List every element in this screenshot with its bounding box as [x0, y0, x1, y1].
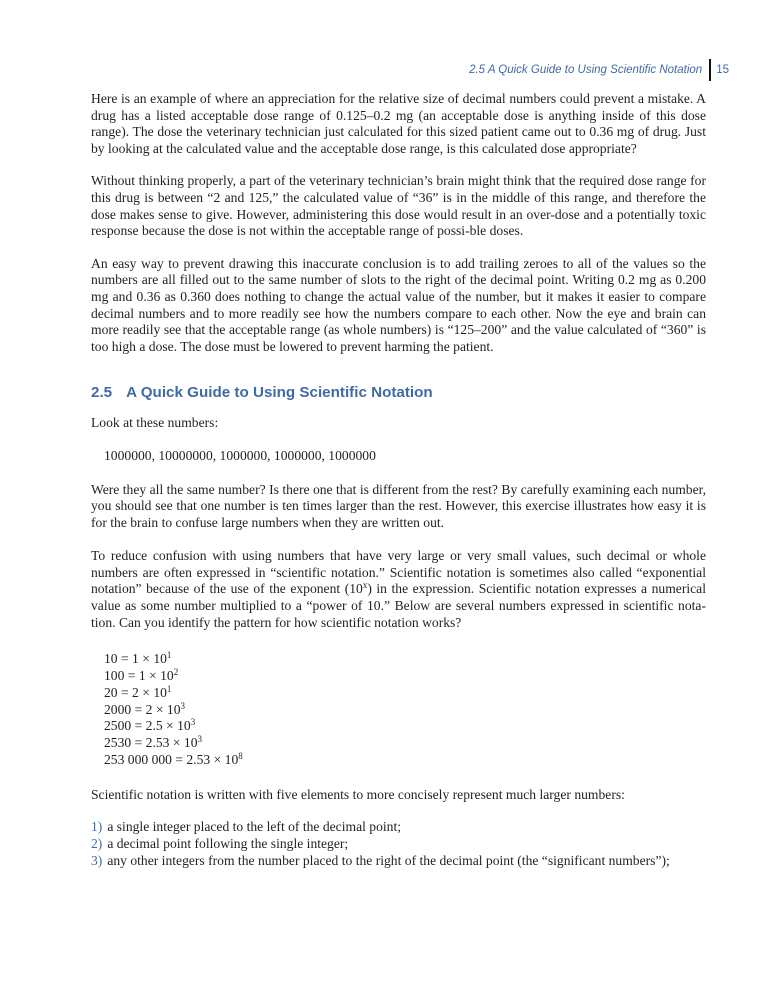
- equation-line: $100 = 1 \times 10^2$: [104, 667, 179, 684]
- equation-line: $20 = 2 \times 10^1$: [104, 683, 172, 700]
- paragraph-spacer: [91, 531, 706, 548]
- confusion-text-start: To reduce confusion with using numbers that have very large or very small values, such decimal or whole numbers are often expressed in “scientific notation.” Scientific notation is sometimes also called “exponential notation” because of the use of the exponent (10: [91, 548, 706, 597]
- paragraph-same-number: Were they all the same number? Is there one that is different from the rest? By carefully examining each number, you should see that one number is ten times larger than the rest. However, this exercise illustrates how easy it is for the brain to confuse large numbers when they are written out.: [91, 481, 706, 530]
- running-head-title: 2.5 A Quick Guide to Using Scientific Notation: [469, 64, 703, 76]
- confusion-text-end: ) in the expression. Scientific notation expresses a numerical value as some number multiplied to a “power of 10.” Below are several numbers expressed in scientific nota-tion. Can you identify the pattern for how scientific notation works?: [91, 581, 706, 630]
- list-item: 2) a decimal point following the single integer;: [91, 836, 349, 852]
- page-number: 15: [716, 64, 729, 76]
- running-head: [469, 59, 729, 81]
- list-marker: 1): [91, 819, 103, 835]
- paragraph-confusion: [91, 548, 706, 631]
- paragraph-trailing-zeroes: An easy way to prevent drawing this inaccurate conclusion is to add trailing zeroes to all of the values so the numbers are all filled out to the same number of slots to the right of the decimal point. Writing 0.2 mg as 0.200 mg and 0.36 as 0.360 does nothing to change the actual value of the number, but it makes it easier to compare decimal numbers and to more readily see how the numbers compare to each other. Now the eye and brain can more readily see that the acceptable range (as whole numbers) is “125–200” and the value calculated of “360” is too high a dose. The dose must be lowered to prevent harming the patient.: [91, 255, 706, 354]
- list-item: 1) a single integer placed to the left of the decimal point;: [91, 819, 402, 835]
- exponent-x: x: [362, 580, 368, 591]
- list-marker: 2): [91, 836, 103, 852]
- equation-line: 253 000 $000 = 2.53 \times 10^8$: [104, 751, 243, 768]
- equation-line: $2000 = 2 \times 10^3$: [104, 700, 186, 717]
- paragraph-spacer: [91, 769, 706, 787]
- scientific-notation-examples: [104, 651, 706, 769]
- paragraph-spacer: [91, 432, 706, 448]
- elements-list: [91, 819, 706, 869]
- running-head-divider: [709, 59, 711, 81]
- equation-line: $2500 = 2.5 \times 10^3$: [104, 717, 196, 734]
- numbers-example-line: 1000000, 10000000, 1000000, 1000000, 1000000: [104, 447, 376, 463]
- paragraph-elements-intro: Scientific notation is written with five elements to more concisely represent much larger numbers:: [91, 786, 625, 802]
- paragraph-thinking: Without thinking properly, a part of the veterinary technician’s brain might think that the required dose range for this drug is between “2 and 125,” the calculated value of “36” is in the middle of this range, and therefore the dose makes sense to give. However, administering this dose would result in an over-dose and a potentially toxic response because the dose is not within the acceptable range of possi-ble doses.: [91, 173, 706, 239]
- paragraph-spacer: [91, 403, 706, 415]
- section-title: A Quick Guide to Using Scientific Notation: [126, 384, 433, 402]
- list-marker: 3): [91, 853, 103, 869]
- paragraph-spacer: [91, 465, 706, 482]
- equation-line: $10 = 1 \times 10^1$: [104, 650, 172, 667]
- section-heading: [91, 383, 706, 403]
- paragraph-dose-example: Here is an example of where an appreciation for the relative size of decimal numbers could prevent a mistake. A drug has a listed acceptable dose range of 0.125–0.2 mg (an acceptable dose is anything inside of this dose range). The dose the veterinary technician just calculated for this sized patient came out to 0.36 mg of drug. Just by looking at the calculated value and the acceptable dose range, is this calculated dose appropriate?: [91, 91, 706, 156]
- list-item: 3) any other integers from the number placed to the right of the decimal point (the “significant numbers”);: [91, 853, 670, 869]
- paragraph-spacer: [91, 631, 706, 651]
- paragraph-spacer: [91, 157, 706, 173]
- section-number: 2.5: [91, 384, 113, 402]
- section-spacer: [91, 355, 706, 383]
- paragraph-look-intro: Look at these numbers:: [91, 415, 219, 431]
- paragraph-spacer: [91, 803, 706, 819]
- paragraph-spacer: [91, 240, 706, 256]
- equation-line: $2530 = 2.53 \times 10^3$: [104, 734, 202, 751]
- page-body: [91, 91, 706, 870]
